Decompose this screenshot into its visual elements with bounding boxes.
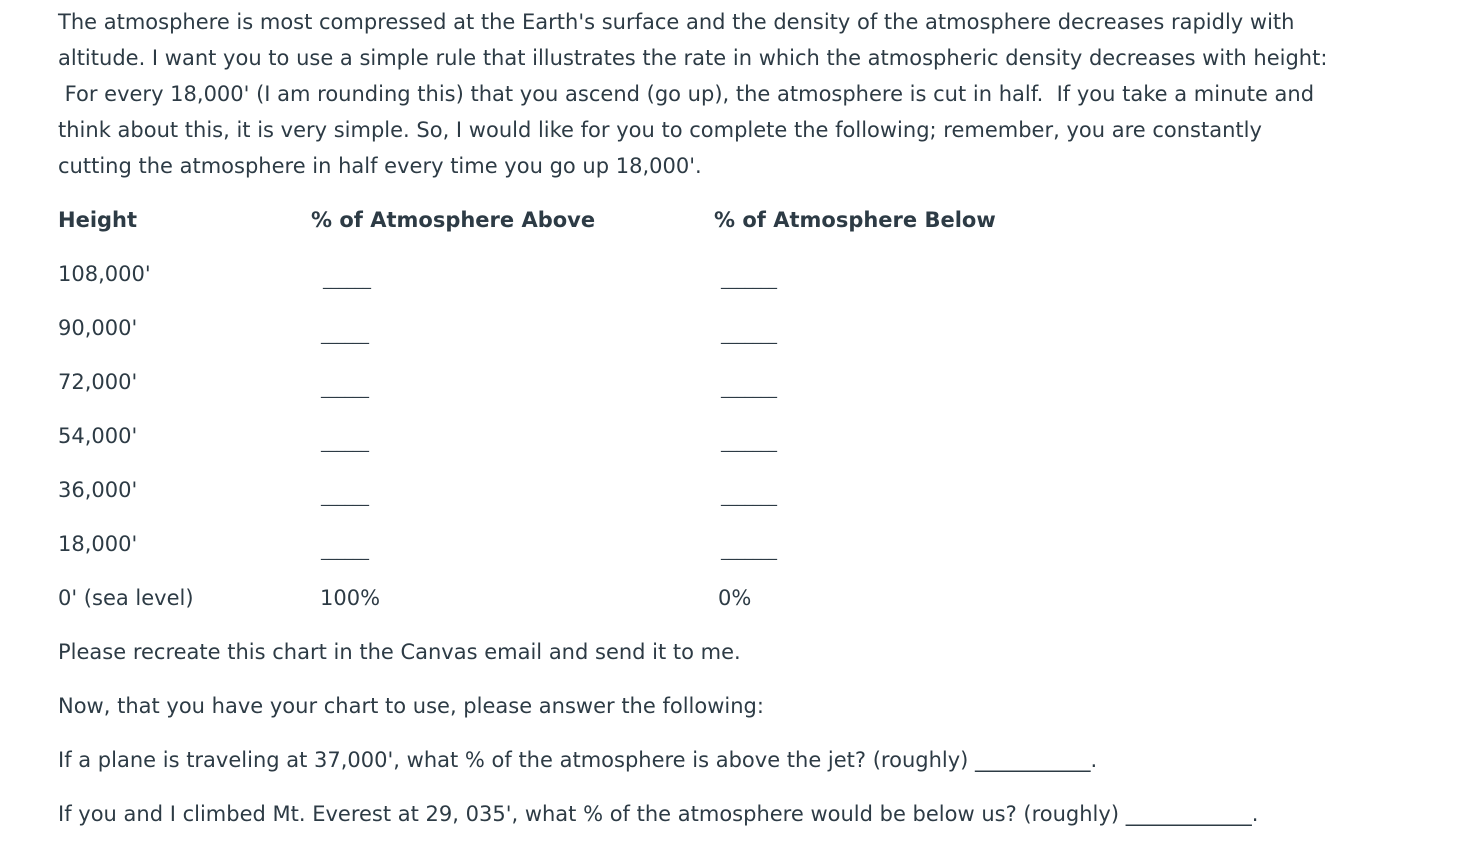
height-cell: 54,000': [58, 424, 138, 448]
height-cell: 72,000': [58, 370, 138, 394]
height-cell: 0' (sea level): [58, 586, 194, 610]
question-paragraph: If a plane is traveling at 37,000', what % of the atmosphere is above the jet? (roughly) ___________.: [58, 748, 1098, 772]
intro-line: cutting the atmosphere in half every time you go up 18,000'.: [58, 154, 702, 178]
intro-line: The atmosphere is most compressed at the Earth's surface and the density of the atmosphere decreases rapidly with: [58, 10, 1295, 34]
height-cell: 18,000': [58, 532, 138, 556]
below-value: 0%: [718, 586, 752, 610]
below-blank: _______: [721, 325, 777, 344]
above-blank: ______: [321, 433, 369, 452]
header-height: Height: [58, 208, 138, 232]
intro-line: altitude. I want you to use a simple rule that illustrates the rate in which the atmospheric density decreases with height:: [58, 46, 1328, 70]
above-blank: ______: [321, 325, 369, 344]
instruction-paragraph: Please recreate this chart in the Canvas email and send it to me.: [58, 640, 741, 664]
above-blank: ______: [321, 487, 369, 506]
below-blank: _______: [721, 379, 777, 398]
below-blank: _______: [721, 487, 777, 506]
below-blank: _______: [721, 270, 777, 289]
above-blank: ______: [321, 379, 369, 398]
below-blank: _______: [721, 541, 777, 560]
above-blank: ______: [323, 270, 371, 289]
header-below: % of Atmosphere Below: [714, 208, 996, 232]
height-cell: 108,000': [58, 262, 151, 286]
height-cell: 90,000': [58, 316, 138, 340]
header-above: % of Atmosphere Above: [311, 208, 596, 232]
below-blank: _______: [721, 433, 777, 452]
intro-line: For every 18,000' (I am rounding this) that you ascend (go up), the atmosphere is cut in half. If you take a minute and: [58, 82, 1315, 106]
instruction-paragraph: Now, that you have your chart to use, please answer the following:: [58, 694, 764, 718]
intro-line: think about this, it is very simple. So, I would like for you to complete the following; remember, you are constantly: [58, 118, 1262, 142]
question-paragraph: If you and I climbed Mt. Everest at 29, 035', what % of the atmosphere would be below us? (roughly) ____________.: [58, 802, 1259, 826]
above-value: 100%: [320, 586, 381, 610]
above-blank: ______: [321, 541, 369, 560]
intro-paragraph: [58, 4, 1418, 184]
height-cell: 36,000': [58, 478, 138, 502]
